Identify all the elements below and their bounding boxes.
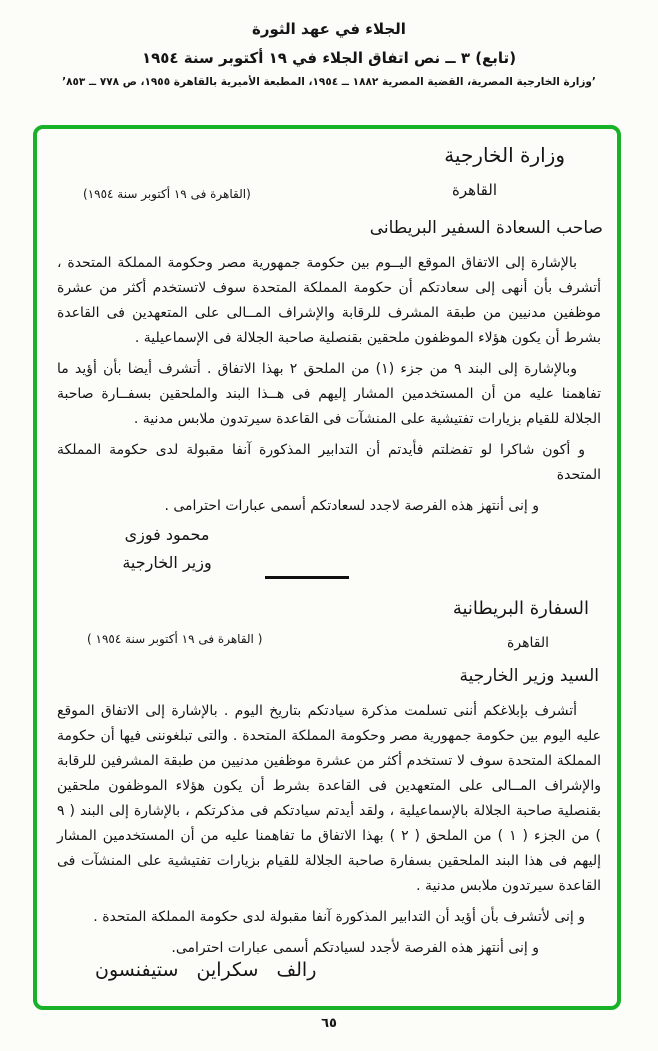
letter2-paragraph: و إنى لأتشرف بأن أؤيد أن التدابير المذكورة آنفا مقبولة لدى حكومة المملكة المتحدة .: [93, 909, 585, 925]
letter1-signature-name: محمود فوزى: [124, 525, 210, 544]
letter1-date: (القاهرة فى ١٩ أكتوبر سنة ١٩٥٤): [83, 187, 251, 201]
page-number: ٦٥: [321, 1016, 337, 1031]
letter1-paragraph: و أكون شاكرا لو تفضلتم فأيدتم أن التدابير المذكورة آنفا مقبولة لدى حكومة المملكة المتحدة: [57, 442, 601, 483]
letter1-salutation: صاحب السعادة السفير البريطانى: [369, 218, 603, 238]
letter1-letterhead: وزارة الخارجية: [444, 143, 565, 167]
highlight-box: [33, 125, 621, 1010]
letter2-salutation: السيد وزير الخارجية: [459, 666, 599, 686]
letter1-city: القاهرة: [452, 181, 497, 199]
letter2-paragraph: و إنى أنتهز هذه الفرصة لأجدد لسيادتكم أسمى عبارات احترامى.: [171, 940, 539, 956]
letter1-body: [57, 251, 601, 525]
letter2-signature-name: رالف سكراين ستيفنسون: [95, 959, 317, 981]
letter2-city: القاهرة: [507, 635, 549, 651]
letter1-paragraph: و إنى أنتهز هذه الفرصة لاجدد لسعادتكم أسمى عبارات احترامى .: [164, 498, 539, 514]
page-header: [0, 20, 658, 88]
letter2-paragraph: أتشرف بإبلاغكم أننى تسلمت مذكرة سيادتكم بتاريخ اليوم . بالإشارة إلى الاتفاق الموقع عليه اليوم بين حكومة جمهورية مصر وحكومة المملكة المتحدة . والتى تبلغوننى فيها أن حكومة المملكة المتحدة سوف لا تستخدم أكثر من عشرة موظفين مدنيين من طبقة المشرفين للرقابة والإشراف المــالى على المتعهدين فى القاعدة بشرط أن يكون هؤلاء الموظفون ملحقين بقنصلية صاحبة الجلالة بالإسماعيلية ، ولقد أيدتم سيادتكم فى مذكرتكم ، بالإشارة إلى البند ( ٩ ) من الجزء ( ١ ) من الملحق ( ٢ ) بهذا الاتفاق ما تفاهمنا عليه من أن المستخدمين المشار إليهم فى هذا البند الملحقين بسفارة صاحبة الجلالة للقيام بزيارات تفتيشية على المنشآت فى القاعدة سيرتدون ملابس مدنية .: [57, 703, 601, 894]
section-divider-rule: [265, 576, 349, 579]
document-subtitle: (تابع) ٣ ــ نص اتفاق الجلاء في ١٩ أكتوبر سنة ١٩٥٤: [141, 49, 517, 67]
letter1-signature-title: وزير الخارجية: [122, 553, 212, 572]
letter1-paragraph: بالإشارة إلى الاتفاق الموقع اليــوم بين حكومة جمهورية مصر وحكومة المملكة المتحدة ، أتشرف بأن أنهى إلى سعادتكم أن حكومة المملكة المتحدة سوف لاتستخدم أكثر من عشرة موظفين مدنيين من طبقة المشرف للرقابة والإشراف المــالى على المتعهدين فى القاعدة بشرط أن يكون هؤلاء الموظفون ملحقين بقنصلية صاحبة الجلالة فى الإسماعيلية .: [57, 255, 601, 346]
letter2-body: [57, 699, 601, 967]
document-title: الجلاء في عهد الثورة: [252, 20, 406, 38]
letter1-signature-block: [97, 521, 237, 577]
letter2-letterhead: السفارة البريطانية: [452, 598, 589, 619]
letter2-date: ( القاهرة فى ١٩ أكتوبر سنة ١٩٥٤ ): [87, 632, 263, 646]
letter1-paragraph: وبالإشارة إلى البند ٩ من جزء (١) من الملحق ٢ بهذا الاتفاق . أتشرف أيضا بأن أؤيد ما تفاهمنا عليه من أن المستخدمين المشار إليهم فى هــذا البند والملحقين بسفــارة صاحبة الجلالة للقيام بزيارات تفتيشية على المنشآت فى القاعدة سيرتدون ملابس مدنية .: [57, 361, 601, 427]
source-citation: ’وزارة الخارجية المصرية، القضية المصرية ١٨٨٢ ــ ١٩٥٤، المطبعة الأميرية بالقاهرة ١٩٥٥، ص ٧٧٨ ــ ٨٥٣’: [62, 76, 596, 88]
